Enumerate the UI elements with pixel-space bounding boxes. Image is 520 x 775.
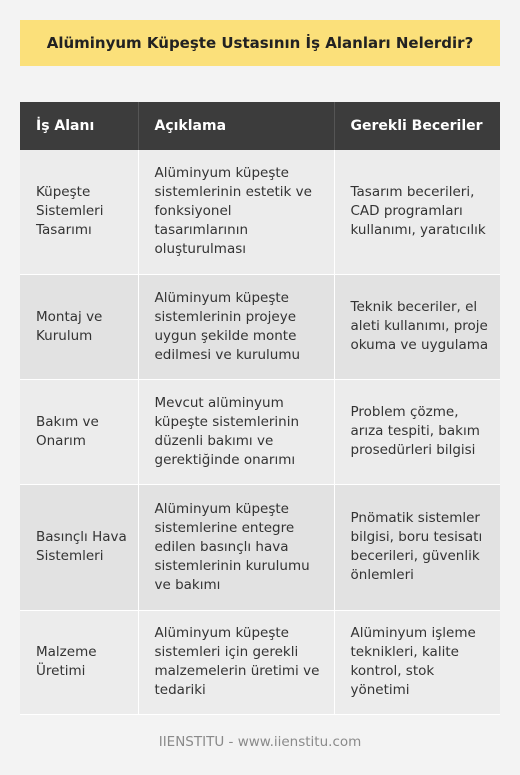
column-header-area: İş Alanı: [20, 102, 138, 150]
table-row: [20, 484, 500, 610]
table-row: [20, 150, 500, 274]
cell-area: Bakım ve Onarım: [20, 379, 138, 484]
cell-description: Alüminyum küpeşte sistemlerine entegre edilen basınçlı hava sistemlerinin kurulumu ve bakımı: [138, 484, 334, 610]
cell-skills: Tasarım becerileri, CAD programları kullanımı, yaratıcılık: [334, 150, 500, 274]
cell-description: Mevcut alüminyum küpeşte sistemlerinin düzenli bakımı ve gerektiğinde onarımı: [138, 379, 334, 484]
cell-area: Küpeşte Sistemleri Tasarımı: [20, 150, 138, 274]
cell-area: Basınçlı Hava Sistemleri: [20, 484, 138, 610]
cell-skills: Pnömatik sistemler bilgisi, boru tesisatı becerileri, güvenlik önlemleri: [334, 484, 500, 610]
cell-area: Malzeme Üretimi: [20, 610, 138, 714]
column-header-description: Açıklama: [138, 102, 334, 150]
table-row: [20, 610, 500, 714]
table-header-row: [20, 102, 500, 150]
column-header-skills: Gerekli Beceriler: [334, 102, 500, 150]
cell-skills: Problem çözme, arıza tespiti, bakım prosedürleri bilgisi: [334, 379, 500, 484]
job-areas-table: [20, 102, 500, 715]
cell-skills: Alüminyum işleme teknikleri, kalite kontrol, stok yönetimi: [334, 610, 500, 714]
table-row: [20, 379, 500, 484]
table-row: [20, 274, 500, 379]
cell-skills: Teknik beceriler, el aleti kullanımı, proje okuma ve uygulama: [334, 274, 500, 379]
footer-credit: IIENSTITU - www.iienstitu.com: [158, 734, 362, 750]
cell-description: Alüminyum küpeşte sistemlerinin projeye uygun şekilde monte edilmesi ve kurulumu: [138, 274, 334, 379]
page-title: Alüminyum Küpeşte Ustasının İş Alanları Nelerdir?: [20, 20, 500, 66]
cell-area: Montaj ve Kurulum: [20, 274, 138, 379]
cell-description: Alüminyum küpeşte sistemlerinin estetik ve fonksiyonel tasarımlarının oluşturulması: [138, 150, 334, 274]
cell-description: Alüminyum küpeşte sistemleri için gerekli malzemelerin üretimi ve tedariki: [138, 610, 334, 714]
